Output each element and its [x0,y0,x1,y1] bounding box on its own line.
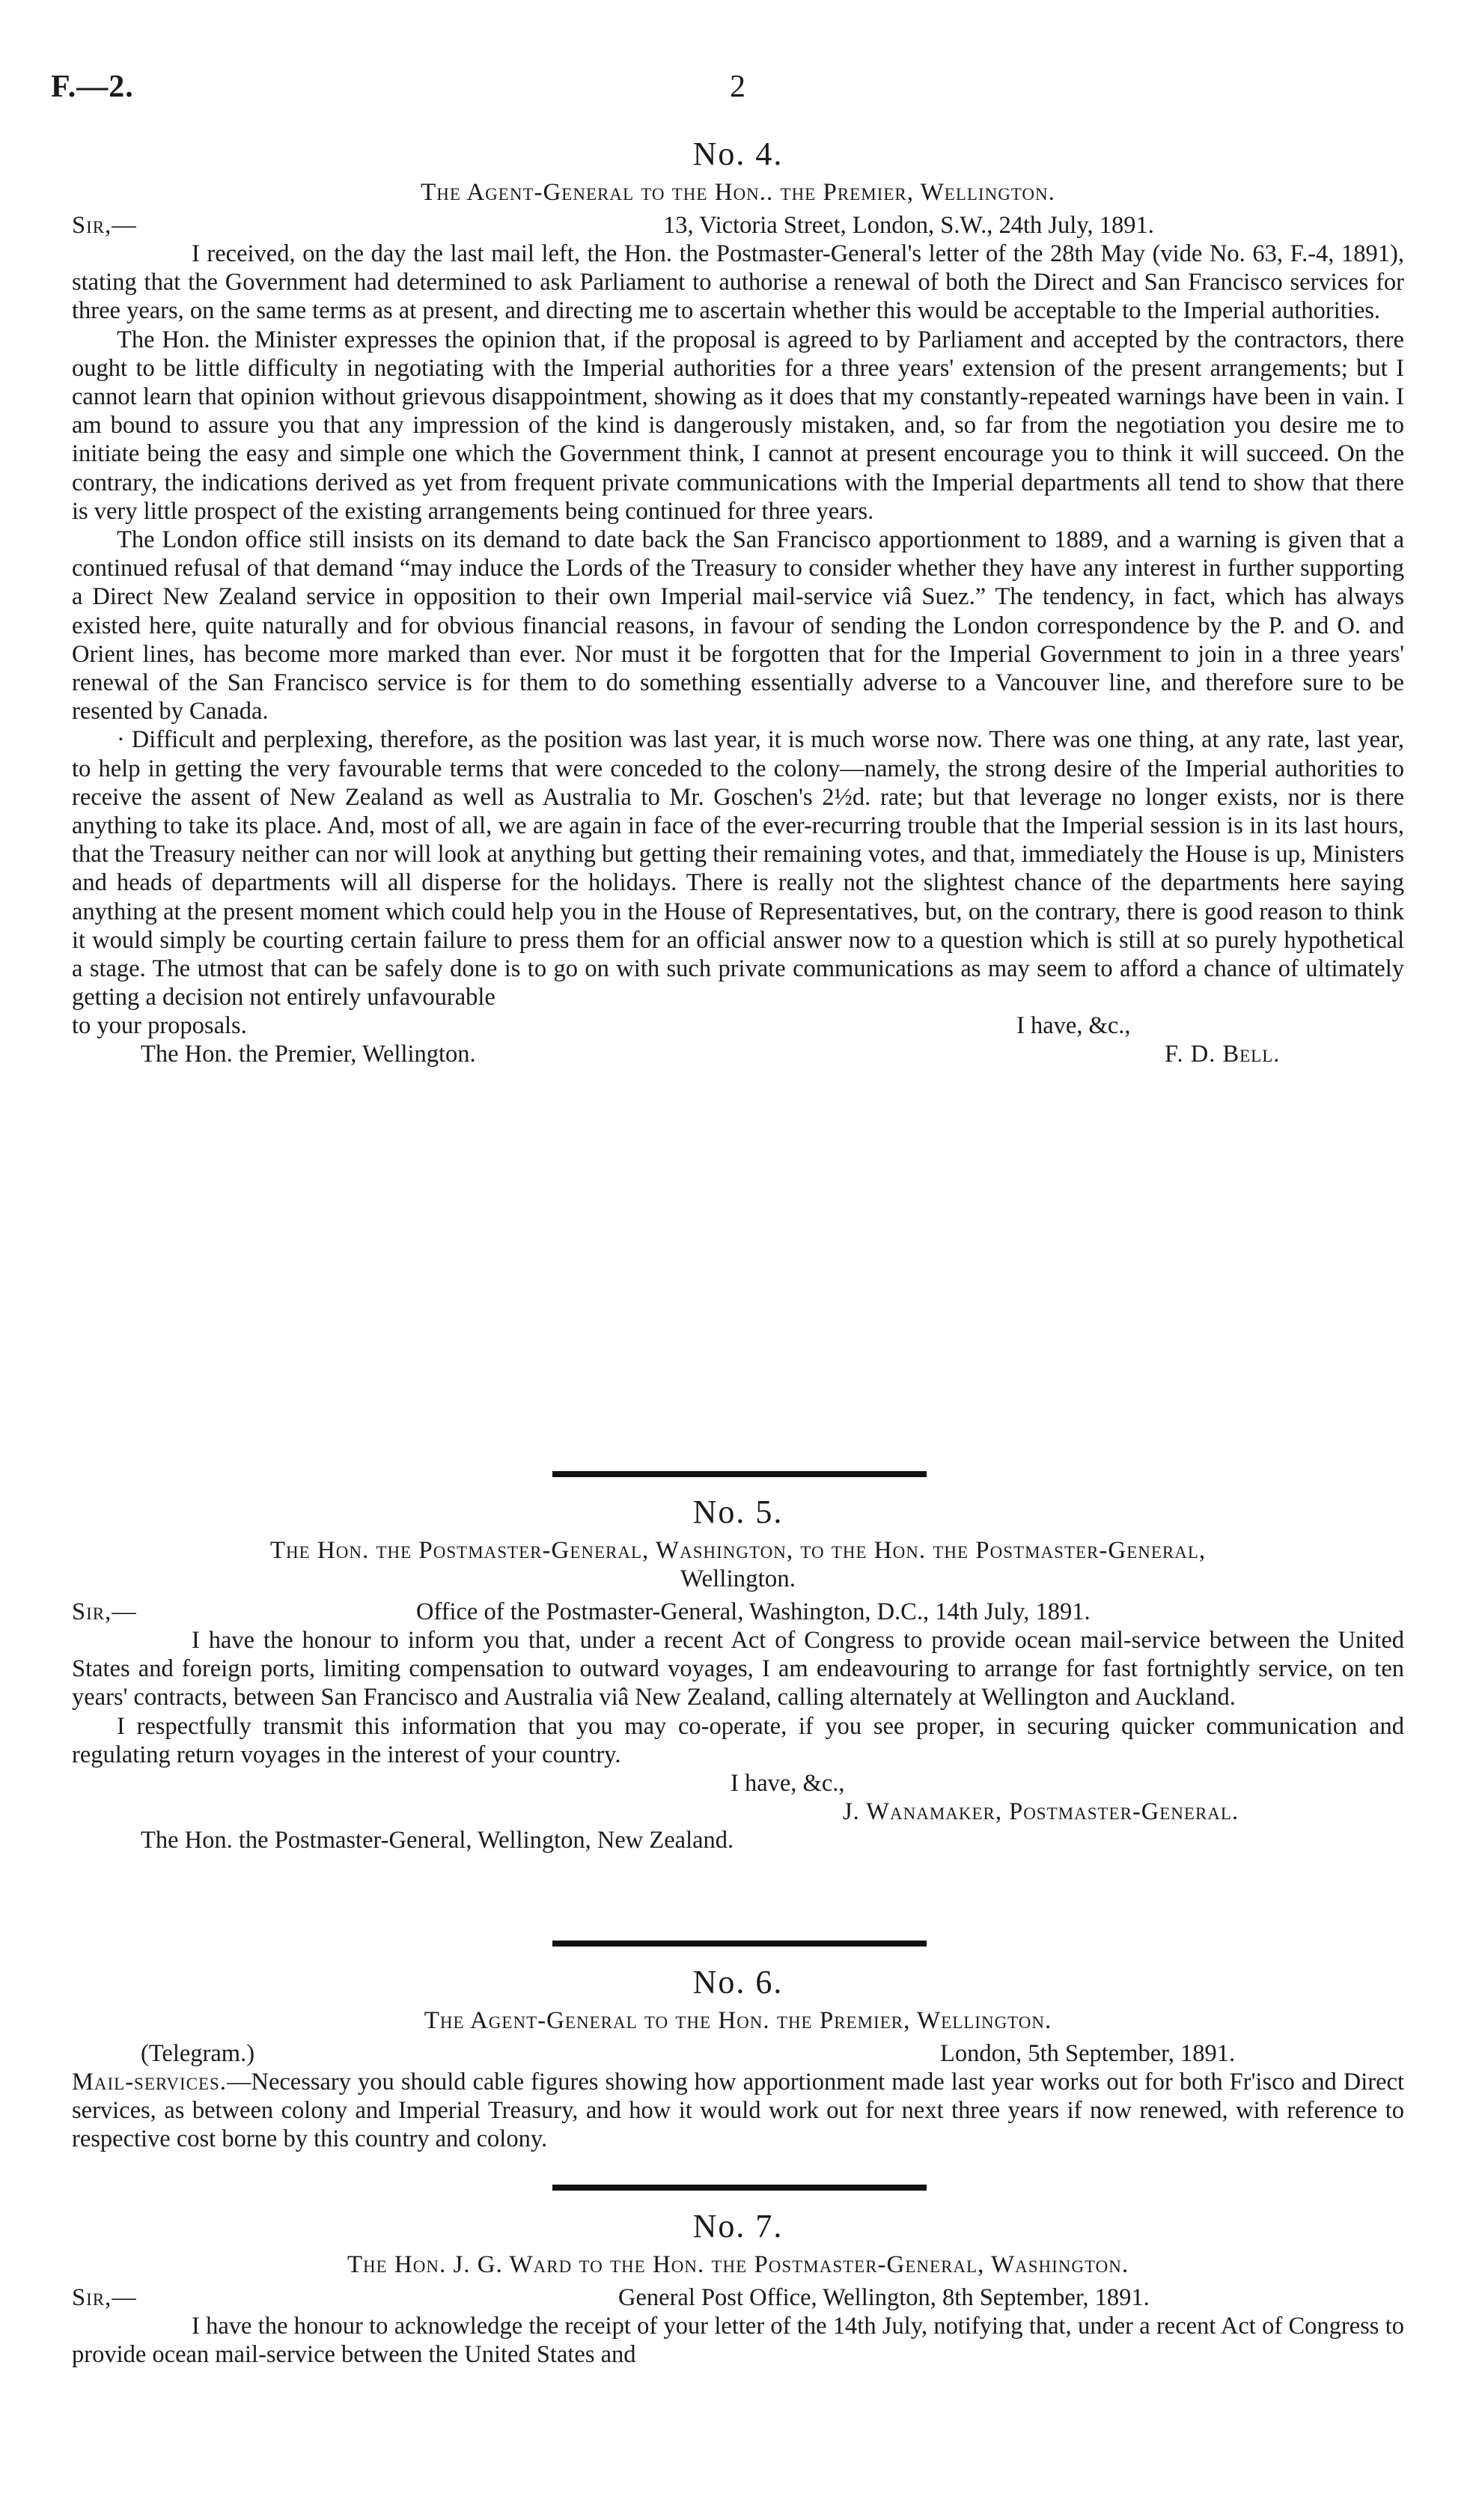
letter-no5 [72,1491,1404,1854]
salutation: Sir,— [72,1598,137,1625]
salutation-row [72,1598,1404,1626]
telegram-label: (Telegram.) [141,2040,255,2067]
closing-row [72,1011,1404,1040]
paragraph: I have the honour to acknowledge the receipt of your letter of the 14th July, notifying that, under a recent Act of Congress to provide ocean mail-service between the United States and [72,2313,1404,2369]
telegram-body [72,2068,1404,2154]
telegram-row [72,2039,1404,2068]
document-code: F.—2. [51,70,134,104]
letter-heading: The Agent-General to the Hon.. the Premier, Wellington. [421,179,1055,206]
section-divider [552,1471,927,1477]
letter-no4 [72,133,1404,1068]
subject: Mail-services. [72,2069,227,2096]
sender-address: 13, Victoria Street, London, S.W., 24th July, 1891. [663,212,1154,239]
letter-heading: The Agent-General to the Hon. the Premier, Wellington. [424,2007,1052,2034]
signature: J. Wanamaker, Postmaster-General. [843,1798,1239,1826]
addressee-row [72,1826,1404,1854]
closing-line: to your proposals. [72,1012,247,1040]
addressee: The Hon. the Premier, Wellington. [141,1041,476,1068]
letter-heading: The Hon. J. G. Ward to the Hon. the Postmaster-General, Washington. [347,2251,1129,2278]
paragraph: I received, on the day the last mail left, the Hon. the Postmaster-General's letter of the 28th May (vide No. 63, F.-4, 1891), stating that the Government had determined to ask Parliament to authorise a renewal of both the Direct and San Francisco services for three years, on the same terms as at present, and directing me to ascertain whether this would be acceptable to the Imperial authorities. [72,240,1404,325]
letter-heading: The Hon. the Postmaster-General, Washington, to the Hon. the Postmaster-General, [269,1537,1207,1564]
letter-number: No. 7. [692,2208,784,2244]
signature-row [72,1798,1404,1826]
paragraph: The London office still insists on its demand to date back the San Francisco apportionment to 1889, and a warning is given that a continued refusal of that demand “may induce the Lords of the Treasury to consider whether they have any interest in further supporting a Direct New Zealand service in opposition to their own Imperial mail-service viâ Suez.” The tendency, in fact, which has always existed here, quite naturally and for obvious financial reasons, in favour of sending the London correspondence by the P. and O. and Orient lines, has become more marked than ever. Nor must it be forgotten that for the Imperial Government to join in a three years' renewal of the San Francisco service is for them to do something essentially adverse to a Vancouver line, and therefore sure to be resented by Canada. [72,526,1404,725]
section-divider [552,1941,927,1947]
salutation-row [72,2283,1404,2312]
paragraph: · Difficult and perplexing, therefore, as the position was last year, it is much worse now. There was one thing, at any rate, last year, to help in getting the very favourable terms that were conceded to the colony—namely, the strong desire of the Imperial authorities to receive the assent of New Zealand as well as Australia to Mr. Goschen's 2½d. rate; but that leverage no longer exists, nor is there anything to take its place. And, most of all, we are again in face of the ever-recurring trouble that the Imperial session is in its last hours, that the Treasury neither can nor will look at anything but getting their remaining votes, and that, immediately the House is up, Ministers and heads of departments will all disperse for the holidays. There is really not the slightest chance of the departments here saying anything at the present moment which could help you in the House of Representatives, but, on the contrary, there is good reason to think it would simply be courting certain failure to press them for an official answer now to a question which is still at so purely hypothetical a stage. The utmost that can be safely done is to go on with such private communications as may seem to afford a chance of ultimately getting a decision not entirely unfavourable [72,726,1404,1011]
closing-row [72,1769,1404,1798]
section-divider [552,2185,927,2191]
letter-no6 [72,1961,1404,2154]
salutation-row [72,211,1404,240]
paragraph: I respectfully transmit this information that you may co-operate, if you see proper, in securing quicker communication and regulating return voyages in the interest of your country. [72,1712,1404,1768]
closing: I have, &c., [1016,1012,1131,1040]
paragraph: The Hon. the Minister expresses the opinion that, if the proposal is agreed to by Parliament and accepted by the contractors, there ought to be little difficulty in negotiating with the Imperial authorities for a three years' extension of the present arrangements; but I cannot learn that opinion without grievous disappointment, showing as it does that my constantly-repeated warnings have been in vain. I am bound to assure you that any impression of the kind is dangerously mistaken, and, so far from the negotiation you desire me to initiate being the easy and simple one which the Government think, I cannot at present encourage you to think it will succeed. On the contrary, the indications derived as yet from frequent private communications with the Imperial departments all tend to show that there is very little prospect of the existing arrangements being continued for three years. [72,326,1404,525]
letter-number: No. 6. [692,1964,784,2000]
sender-address: London, 5th September, 1891. [940,2040,1236,2067]
closing: I have, &c., [731,1770,845,1798]
salutation: Sir,— [72,212,137,239]
letter-number: No. 4. [692,136,784,172]
sender-address: General Post Office, Wellington, 8th September, 1891. [618,2284,1150,2311]
paragraph: I have the honour to inform you that, under a recent Act of Congress to provide ocean mail-service between the United States and foreign ports, limiting compensation to outward voyages, I am endeavouring to arrange for fast fortnightly service, on ten years' contracts, between San Francisco and Australia viâ New Zealand, calling alternately at Wellington and Auckland. [72,1627,1404,1711]
sender-address: Office of the Postmaster-General, Washington, D.C., 14th July, 1891. [416,1598,1091,1625]
letter-number: No. 5. [692,1494,784,1530]
signature-row [72,1040,1404,1068]
letter-heading-line2: Wellington. [680,1565,796,1592]
telegram-text: —Necessary you should cable figures showing how apportionment made last year works out for both Fr'isco and Direct services, as between colony and Imperial Treasury, and how it would work out for next three years if now renewed, with reference to respective cost borne by this country and colony. [72,2069,1404,2153]
addressee: The Hon. the Postmaster-General, Wellington, New Zealand. [141,1827,734,1854]
signature: F. D. Bell. [1165,1041,1281,1068]
letter-no7 [72,2206,1404,2369]
salutation: Sir,— [72,2284,137,2311]
page-number: 2 [730,70,745,104]
